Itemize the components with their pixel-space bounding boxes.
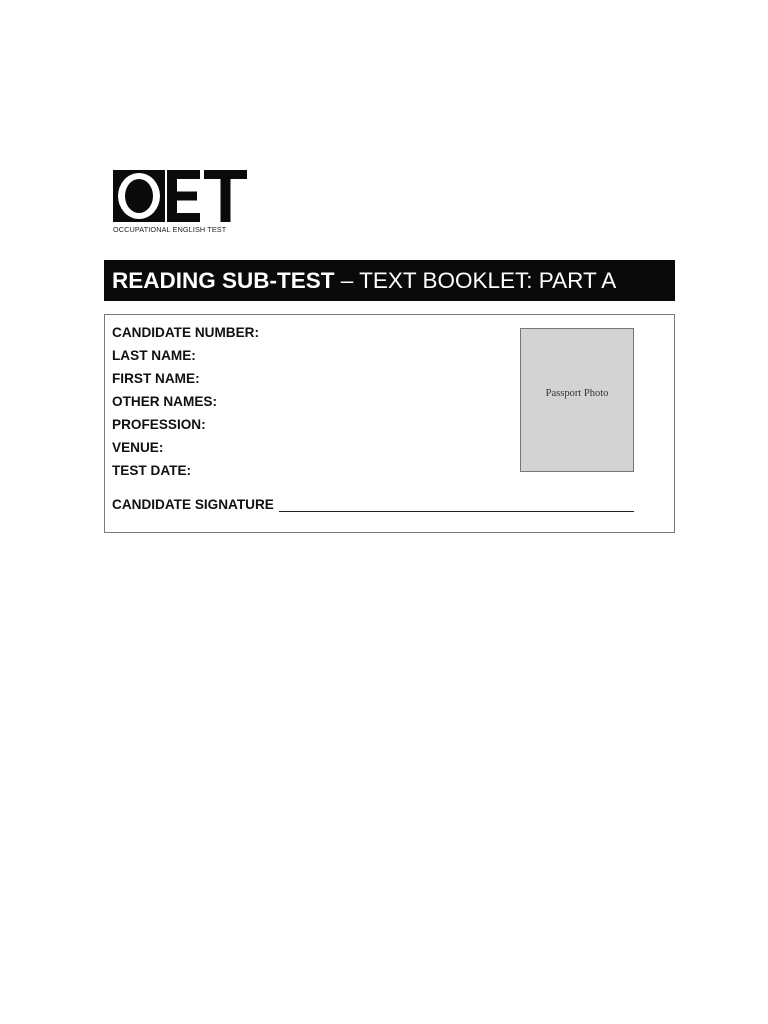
- field-profession: PROFESSION:: [112, 417, 206, 432]
- field-venue: VENUE:: [112, 440, 164, 455]
- logo-subtitle: OCCUPATIONAL ENGLISH TEST: [113, 225, 227, 234]
- oet-logo-mark: [113, 170, 247, 222]
- title-booklet: – TEXT BOOKLET: PART A: [334, 267, 617, 293]
- candidate-details-box: [104, 314, 675, 533]
- signature-row: [112, 495, 634, 512]
- passport-photo-label: Passport Photo: [545, 388, 609, 399]
- signature-line: [279, 495, 634, 512]
- field-test-date: TEST DATE:: [112, 463, 192, 478]
- passport-photo-box: [520, 328, 634, 472]
- signature-label: CANDIDATE SIGNATURE: [112, 497, 274, 512]
- field-candidate-number: CANDIDATE NUMBER:: [112, 325, 260, 340]
- field-other-names: OTHER NAMES:: [112, 394, 217, 409]
- title-bar: [104, 260, 675, 301]
- title-subtest: READING SUB-TEST: [112, 267, 335, 293]
- candidate-field-list: [112, 321, 259, 482]
- oet-logo: [113, 170, 253, 240]
- field-first-name: FIRST NAME:: [112, 371, 200, 386]
- field-last-name: LAST NAME:: [112, 348, 196, 363]
